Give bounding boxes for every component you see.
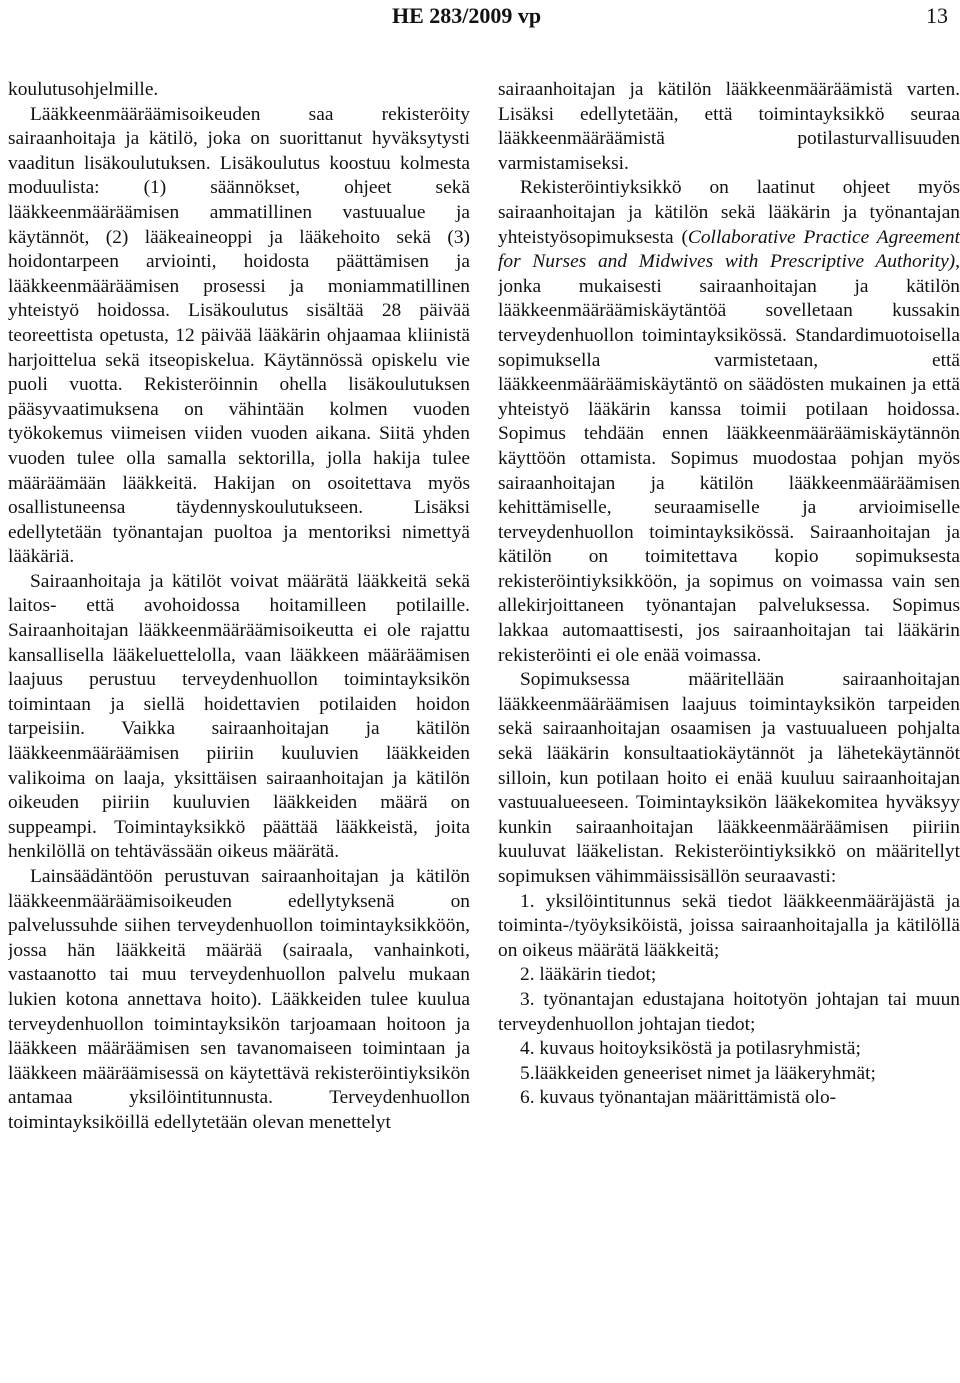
italic-term: Collaborative Practice Agreement for Nurses and Midwives with Prescriptive Authority) <box>498 226 960 273</box>
list-item: 6. kuvaus työnantajan määrittämistä olo- <box>520 1087 837 1109</box>
document-id: HE 283/2009 vp <box>392 3 542 28</box>
right-column <box>498 78 960 1111</box>
page-header <box>0 0 960 48</box>
list-item: 4. kuvaus hoitoyksiköstä ja potilasryhmistä; <box>520 1038 861 1060</box>
paragraph: Sopimuksessa määritellään sairaanhoitajan lääkkeenmääräämisen laajuus toimintayksikön tarpeiden sekä sairaanhoitajan osaamisen ja vastuualueen pohjalta sekä lääkärin konsultaatiokäytännöt ja lähetekäytännöt silloin, kun potilaan hoito ei enää kuuluu sairaanhoitajan vastuualueeseen. Toimintayksikön lääkekomitea hyväksyy kunkin sairaanhoitajan lääkkeenmääräämisen piiriin kuuluvat lääkelistan. Rekisteröintiyksikkö on määritellyt sopimuksen vähimmäissisällön seuraavasti: <box>498 669 960 887</box>
list-item: 2. lääkärin tiedot; <box>520 964 657 986</box>
page-number: 13 <box>926 3 948 28</box>
list-item: 3. työnantajan edustajana hoitotyön johtajan tai muun terveydenhuollon johtajan tiedot; <box>498 988 960 1035</box>
paragraph: sairaanhoitajan ja kätilön lääkkeenmääräämistä varten. Lisäksi edellytetään, että toimintayksikkö seuraa lääkkeenmääräämistä potilasturvallisuuden varmistamiseksi. <box>498 79 960 174</box>
paragraph: Sairaanhoitaja ja kätilöt voivat määrätä lääkkeitä sekä laitos- että avohoidossa hoitamilleen potilaille. Sairaanhoitajan lääkkeenmääräämisoikeutta ei ole rajattu kansallisella lääkeluettelolla, vaan lääkkeen määräämisen laajuus perustuu terveydenhuollon toimintayksikön toimintaan ja siellä hoidettavien potilaiden hoidon tarpeisiin. Vaikka sairaanhoitajan ja kätilön lääkkeenmääräämisen piiriin kuuluvien lääkkeiden valikoima on laaja, yksittäisen sairaanhoitajan ja kätilön oikeuden piiriin kuuluvien lääkkeiden määrä on suppeampi. Toimintayksikkö päättää lääkkeistä, joita henkilöllä on tehtävässään oikeus määrätä. <box>8 570 470 863</box>
list-item: 1. yksilöintitunnus sekä tiedot lääkkeenmääräjästä ja toiminta-/työyksiköistä, joissa sairaanhoitajalla ja kätilöllä on oikeus määrätä lääkkeitä; <box>498 890 960 961</box>
paragraph: koulutusohjelmille. <box>8 79 159 100</box>
paragraph: Lainsäädäntöön perustuvan sairaanhoitajan ja kätilön lääkkeenmääräämisoikeuden edellytyksenä on palvelussuhde siihen terveydenhuollon toimintayksikköön, jossa hän lääkkeitä määrää (sairaala, vanhainkoti, vastaanotto tai muu terveydenhuollon palvelu mukaan lukien kotona annettava hoito). Lääkkeiden tulee kuulua terveydenhuollon toimintayksikön tarjoamaan hoitoon ja lääkkeen määräämisen sen tavanomaiseen toimintaan ja lääkkeen määräämisessä on käytettävä rekisteröintiyksikön antamaa yksilöintitunnusta. Terveydenhuollon toimintayksiköillä edellytetään olevan menettelyt <box>8 866 470 1133</box>
paragraph: Lääkkeenmääräämisoikeuden saa rekisteröity sairaanhoitaja ja kätilö, joka on suorittanut hyväksytysti vaaditun lisäkoulutuksen. Lisäkoulutus koostuu kolmesta moduulista: (1) säännökset, ohjeet sekä lääkkeenmääräämisen ammatillinen vastuualue ja käytännöt, (2) lääkeaineoppi ja lääkehoito sekä (3) hoidontarpeen arviointi, hoidosta päättämisen ja lääkkeenmääräämisen prosessi ja moniammatillinen yhteistyö hoidossa. Lisäkoulutus sisältää 28 päivää teoreettista opetusta, 12 päivää lääkärin ohjaamaa kliinistä harjoittelua sekä itseopiskelua. Käytännössä opiskelu vie puoli vuotta. Rekisteröinnin ohella lisäkoulutuksen pääsyvaatimuksena on vähintään kolmen vuoden työkokemus viimeisen viiden vuoden aikana. Siitä yhden vuoden tulee olla samalla sektorilla, jolla hakija tulee määräämään lääkkeitä. Hakijan on osoitettava myös osallistuneensa täydennyskoulutukseen. Lisäksi edellytetään työnantajan puoltoa ja mentoriksi nimettyä lääkäriä. <box>8 103 470 568</box>
text-run: , jonka mukaisesti sairaanhoitajan ja kätilön lääkkeenmääräämiskäytäntöä sovelletaan kussakin terveydenhuollon toimintayksikössä. Standardimuotoisella sopimuksella varmistetaan, että lääkkeenmääräämiskäytäntö on säädösten mukainen ja että yhteistyö lääkärin kanssa toimii potilaan hoidossa. Sopimus tehdään ennen lääkkeenmääräämiskäytännön käyttöön ottamista. Sopimus muodostaa pohjan myös sairaanhoitajan ja kätilön lääkkeenmääräämisen kehittämiselle, seuraamiselle ja arvioimiselle terveydenhuollon toimintayksikössä. Sairaanhoitajan ja kätilön on toimitettava kopio sopimuksesta rekisteröintiyksikköön, ja sopimus on voimassa vain sen allekirjoittaneen työnantajan palveluksessa. Sopimus lakkaa automaattisesti, jos sairaanhoitajan tai lääkärin rekisteröinti ei ole enää voimassa. <box>498 251 960 666</box>
left-column <box>8 78 470 1136</box>
paragraph <box>498 176 960 668</box>
text-run: Rekisteröintiyksikkö on laatinut ohjeet myös sairaanhoitajan ja kätilön sekä lääkärin ja työnantajan yhteistyösopimuksesta ( <box>498 177 960 248</box>
list-item: 5.lääkkeiden geneeriset nimet ja lääkeryhmät; <box>520 1062 876 1084</box>
